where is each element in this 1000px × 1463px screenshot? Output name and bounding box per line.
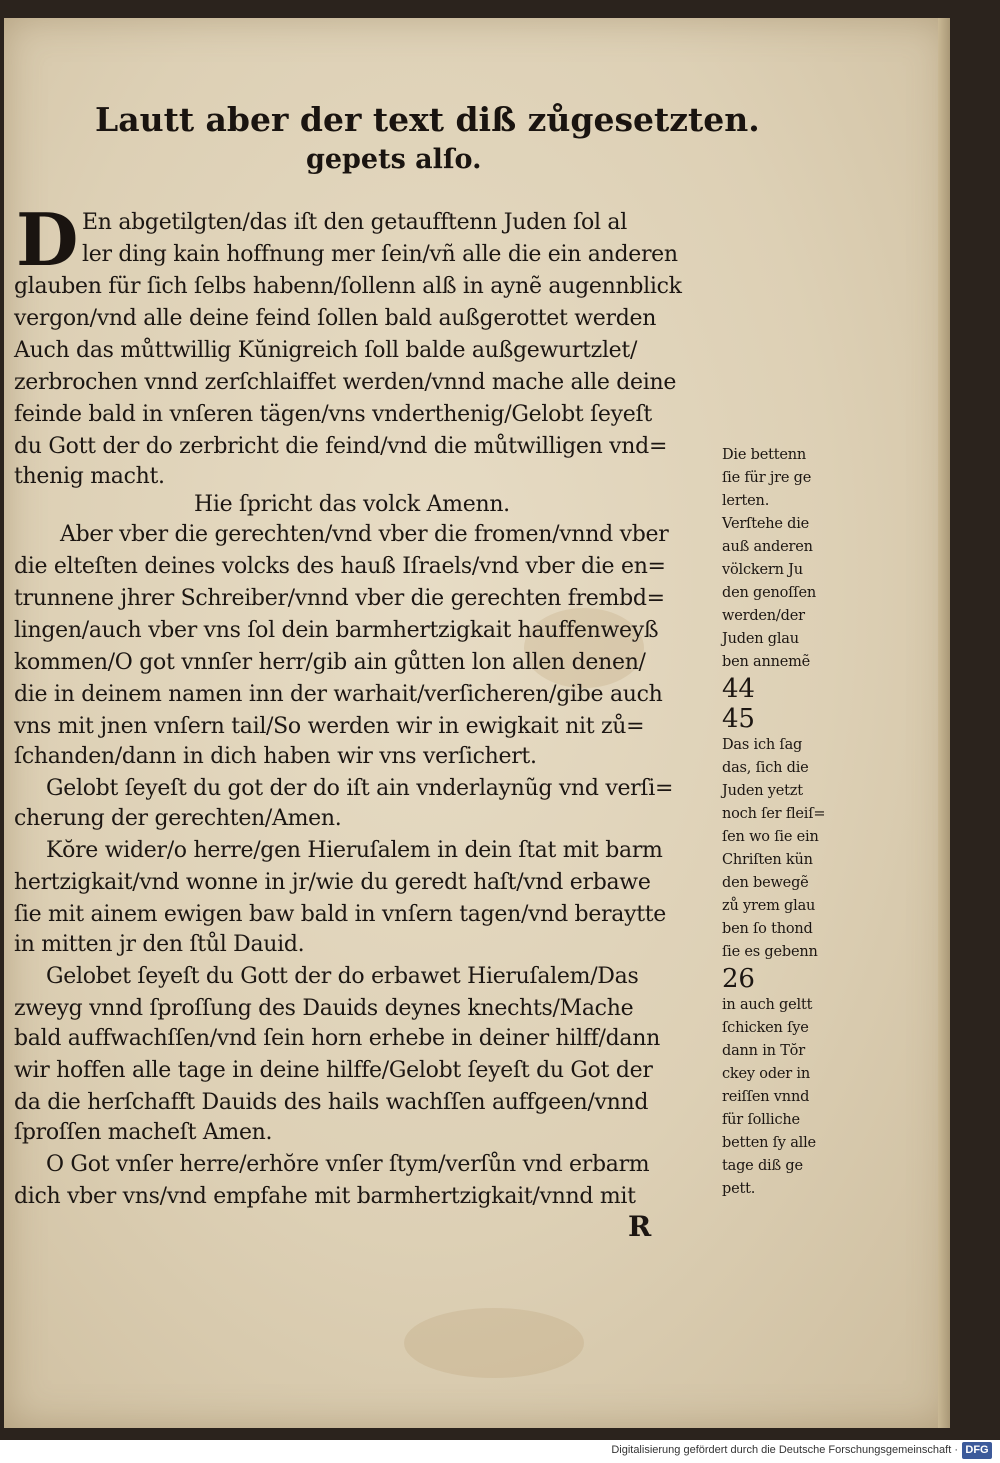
page-subtitle: gepets alſo. [306,144,482,175]
body-text-line: Gelobet ſeyeſt du Gott der do erbawet Hieruſalem/Das [46,964,639,989]
margin-note-line: für ſolliche [722,1112,800,1128]
margin-note-line: ſie es gebenn [722,944,818,960]
margin-note-line: pett. [722,1181,756,1197]
margin-note-line: Das ich ſag [722,737,803,753]
margin-note-line: in auch geltt [722,997,813,1013]
margin-number: 44 [722,674,755,704]
body-text-line: lingen/auch vber vns ſol dein barmhertzigkait hauffenweyß [14,618,659,643]
footer-credit: Digitalisierung gefördert durch die Deutsche Forschungsgemeinschaft · [611,1444,958,1456]
margin-note-line: Die bettenn [722,447,807,463]
margin-number: 26 [722,964,755,994]
margin-note-line: Chriſten kün [722,852,813,868]
body-text-line: Hie ſpricht das volck Amenn. [194,492,510,517]
drop-capital: D [16,197,79,282]
margin-note-line: ſchicken ſye [722,1020,809,1036]
body-text-line: die in deinem namen inn der warhait/verſicheren/gibe auch [14,682,663,707]
body-text-line: En abgetilgten/das iſt den getaufftenn Juden ſol al [82,210,627,235]
body-text-line: ſie mit ainem ewigen baw bald in vnſern tagen/vnd beraytte [14,902,667,927]
margin-note-line: zů yrem glau [722,898,816,914]
body-text-line: trunnene jhrer Schreiber/vnnd vber die gerechten frembd= [14,586,665,611]
body-text-line: Kŏre wider/o herre/gen Hieruſalem in dein ſtat mit barm [46,838,663,863]
margin-note-line: Verſtehe die [722,516,810,532]
margin-note-line: lerten. [722,493,770,509]
body-text-line: feinde bald in vnſeren tägen/vns vnderthenig/Gelobt ſeyeſt [14,402,652,427]
margin-note-line: noch ſer fleiſ= [722,806,826,822]
body-text-line: ſchanden/dann in dich haben wir vns verſichert. [14,744,537,769]
body-text-line: wir hoffen alle tage in deine hilffe/Gelobt ſeyeſt du Got der [14,1058,653,1083]
body-text-line: cherung der gerechten/Amen. [14,806,342,831]
margin-note-line: den genoſſen [722,585,816,601]
body-text-line: thenig macht. [14,464,165,489]
body-text-line: bald auffwachſſen/vnd ſein horn erhebe in deiner hilff/dann [14,1026,660,1051]
body-text-line: kommen/O got vnnſer herr/gib ain gůtten lon allen denen/ [14,650,646,675]
margin-note-line: völckern Ju [722,562,803,578]
body-text-line: in mitten jr den ſtůl Dauid. [14,932,305,957]
body-text-line: hertzigkait/vnd wonne in jr/wie du geredt haſt/vnd erbawe [14,870,651,895]
body-text-line: die elteſten deines volcks des hauß Iſraels/vnd vber die en= [14,554,666,579]
margin-note-line: Juden yetzt [722,783,803,799]
margin-note-line: reiſſen vnnd [722,1089,810,1105]
margin-note-line: werden/der [722,608,805,624]
margin-number: 45 [722,704,755,734]
margin-note-line: dann in Tŏr [722,1043,805,1059]
margin-note-line: den bewegẽ [722,875,809,891]
body-text-line: Aber vber die gerechten/vnd vber die fromen/vnnd vber [60,522,669,547]
margin-note-line: ſie für jre ge [722,470,812,486]
signature-mark: R [628,1210,652,1243]
body-text-line: Gelobt ſeyeſt du got der do iſt ain vnderlaynũg vnd verſi= [46,776,674,801]
footer-bar [0,1440,1000,1463]
paper-stain [404,1308,584,1378]
body-text-line: da die herſchafft Dauids des hails wachſſen auffgeen/vnnd [14,1090,649,1115]
body-text-line: zweyg vnnd ſproſſung des Dauids deynes knechts/Mache [14,996,634,1021]
margin-note-line: ckey oder in [722,1066,810,1082]
margin-note-line: auß anderen [722,539,813,555]
margin-note-line: ſen wo ſie ein [722,829,819,845]
paper-edge [938,18,950,1428]
body-text-line: zerbrochen vnnd zerſchlaiffet werden/vnnd mache alle deine [14,370,677,395]
dfg-logo: DFG [962,1442,992,1459]
body-text-line: vns mit jnen vnſern tail/So werden wir in ewigkait nit zů= [14,714,645,739]
body-text-line: vergon/vnd alle deine feind ſollen bald außgerottet werden [14,306,657,331]
body-text-line: ler ding kain hoffnung mer ſein/vñ alle die ein anderen [82,242,678,267]
body-text-line: du Gott der do zerbricht die feind/vnd die můtwilligen vnd= [14,434,668,459]
body-text-line: Auch das můttwillig Kŭnigreich ſoll balde außgewurtzlet/ [14,338,638,363]
margin-note-line: Juden glau [722,631,799,647]
page-title: Lautt aber der text diß zůgesetzten. [95,100,760,139]
body-text-line: glauben für ſich ſelbs habenn/ſollenn alß in aynẽ augennblick [14,274,682,299]
margin-note-line: betten ſy alle [722,1135,816,1151]
body-text-line: O Got vnſer herre/erhŏre vnſer ſtym/verſůn vnd erbarm [46,1152,650,1177]
body-text-line: ſproſſen macheſt Amen. [14,1120,273,1145]
margin-note-line: ben annemẽ [722,654,811,670]
margin-note-line: das, ſich die [722,760,809,776]
body-text-line: dich vber vns/vnd empfahe mit barmhertzigkait/vnnd mit [14,1184,636,1209]
margin-note-line: tage diß ge [722,1158,803,1174]
margin-note-line: ben ſo thond [722,921,813,937]
